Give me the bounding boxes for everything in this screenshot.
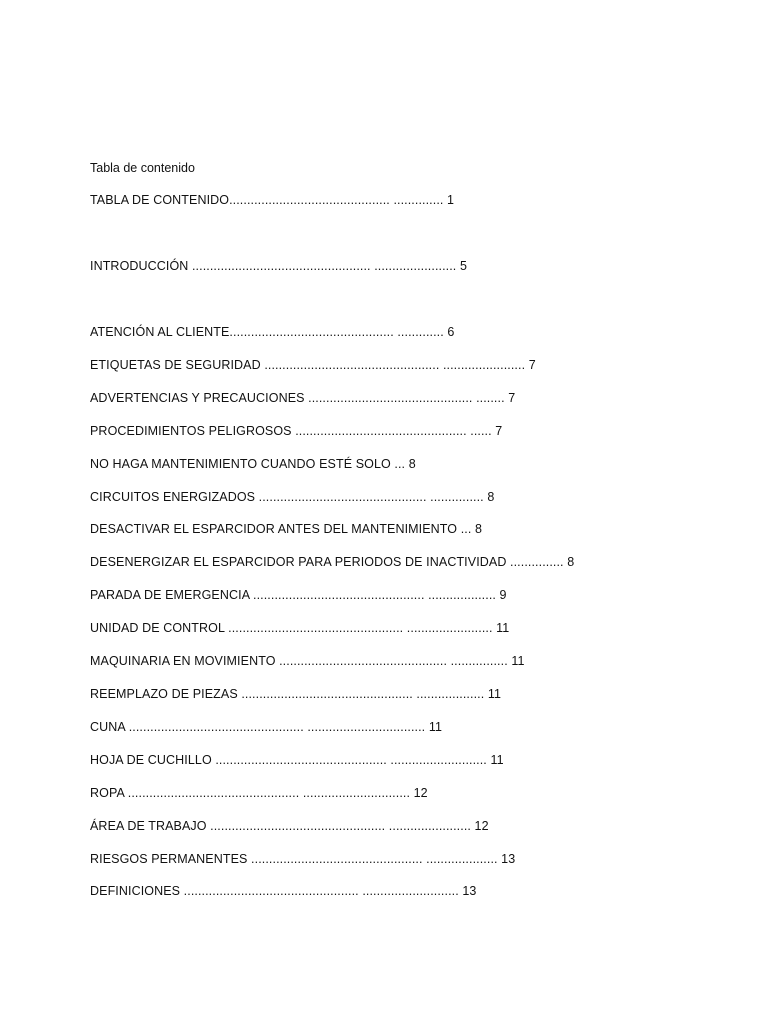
toc-entry-maquinaria-en-movimiento: MAQUINARIA EN MOVIMIENTO ............................................... ................ 11 [90, 654, 525, 668]
toc-entry-hoja-de-cuchillo: HOJA DE CUCHILLO ................................................ ........................... 11 [90, 753, 504, 767]
toc-entry-reemplazo-de-piezas: REEMPLAZO DE PIEZAS ................................................ ................... 11 [90, 687, 502, 701]
toc-entry-ropa: ROPA ................................................ .............................. 12 [90, 786, 428, 800]
toc-entry-no-haga-mantenimiento: NO HAGA MANTENIMIENTO CUANDO ESTÉ SOLO ... 8 [90, 457, 416, 471]
toc-entry-etiquetas-de-seguridad: ETIQUETAS DE SEGURIDAD ................................................. ....................... 7 [90, 358, 536, 372]
toc-entry-definiciones: DEFINICIONES ................................................. ........................... 13 [90, 884, 477, 898]
toc-entry-atencion-al-cliente: ATENCIÓN AL CLIENTE.............................................. ............. 6 [90, 325, 455, 339]
toc-entry-desactivar-el-esparcidor: DESACTIVAR EL ESPARCIDOR ANTES DEL MANTENIMIENTO ... 8 [90, 522, 483, 536]
toc-entry-desenergizar-el-esparcidor: DESENERGIZAR EL ESPARCIDOR PARA PERIODOS DE INACTIVIDAD ............... 8 [90, 555, 575, 569]
toc-entry-riesgos-permanentes: RIESGOS PERMANENTES ................................................ .................... 13 [90, 852, 516, 866]
toc-entry-introduccion: INTRODUCCIÓN .................................................. ....................... 5 [90, 259, 468, 273]
toc-entry-circuitos-energizados: CIRCUITOS ENERGIZADOS ............................................... ............... 8 [90, 490, 495, 504]
toc-entry-advertencias-y-precauciones: ADVERTENCIAS Y PRECAUCIONES .............................................. ........ 7 [90, 391, 516, 405]
toc-entry-unidad-de-control: UNIDAD DE CONTROL ................................................. ........................ 11 [90, 621, 510, 635]
toc-entry-cuna: CUNA ................................................. ................................. 11 [90, 720, 443, 734]
toc-entry-procedimientos-peligrosos: PROCEDIMIENTOS PELIGROSOS ................................................ ...... 7 [90, 424, 503, 438]
toc-entry-parada-de-emergencia: PARADA DE EMERGENCIA ................................................ ................... 9 [90, 588, 507, 602]
toc-heading: Tabla de contenido [90, 161, 195, 175]
toc-entry-tabla-de-contenido: TABLA DE CONTENIDO............................................. .............. 1 [90, 193, 455, 207]
toc-entry-area-de-trabajo: ÁREA DE TRABAJO ................................................. ....................... 12 [90, 819, 489, 833]
